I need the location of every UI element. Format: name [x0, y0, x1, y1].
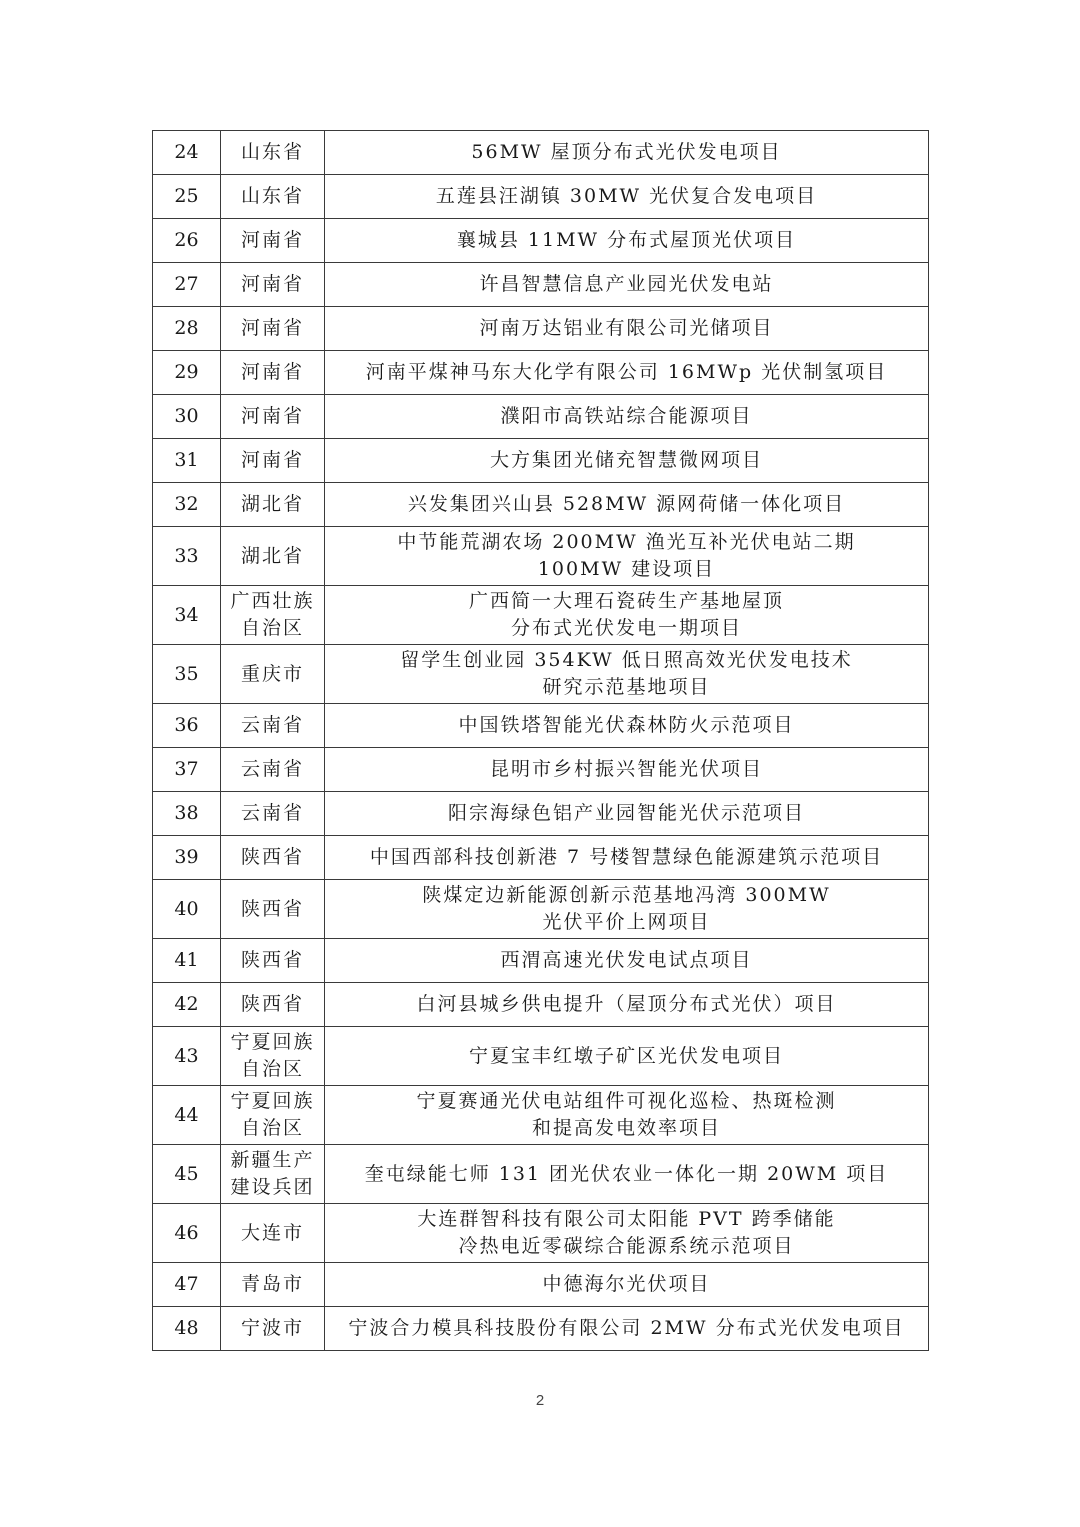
province-cell	[221, 586, 325, 645]
project-name-text: 许昌智慧信息产业园光伏发电站	[479, 273, 774, 295]
province-text: 河南省	[240, 405, 304, 427]
project-name-cell	[325, 1204, 929, 1263]
table-row	[153, 175, 929, 219]
project-name-text: 宁夏赛通光伏电站组件可视化巡检、热斑检测	[416, 1090, 837, 1112]
province-text: 陕西省	[240, 846, 304, 868]
row-number-cell: 46	[153, 1204, 221, 1263]
project-name-text: 河南平煤神马东大化学有限公司 16MWp 光伏制氢项目	[365, 361, 888, 383]
project-name-text: 中节能荒湖农场 200MW 渔光互补光伏电站二期	[397, 531, 856, 553]
table-row	[153, 351, 929, 395]
province-text: 广西壮族	[230, 590, 315, 612]
project-name-text: 100MW 建设项目	[537, 558, 716, 580]
project-name-cell	[325, 483, 929, 527]
province-text: 自治区	[240, 1058, 304, 1080]
province-text: 大连市	[240, 1221, 304, 1244]
row-number-cell: 42	[153, 983, 221, 1027]
row-number-cell: 34	[153, 586, 221, 645]
project-name-text: 留学生创业园 354KW 低日照高效光伏发电技术	[400, 649, 853, 671]
table-row	[153, 1263, 929, 1307]
project-name-cell	[325, 880, 929, 939]
province-text: 青岛市	[240, 1273, 304, 1295]
project-name-cell	[325, 219, 929, 263]
province-cell	[221, 983, 325, 1027]
table-row	[153, 586, 929, 645]
province-cell	[221, 351, 325, 395]
project-name-cell	[325, 527, 929, 586]
project-name-cell	[325, 939, 929, 983]
table-row	[153, 748, 929, 792]
project-name-cell	[325, 1086, 929, 1145]
province-cell	[221, 1027, 325, 1086]
province-cell	[221, 439, 325, 483]
table-row	[153, 131, 929, 175]
row-number-cell: 35	[153, 645, 221, 704]
project-name-cell	[325, 1145, 929, 1204]
table-row	[153, 439, 929, 483]
project-name-cell	[325, 439, 929, 483]
province-text: 陕西省	[240, 897, 304, 920]
row-number-cell: 43	[153, 1027, 221, 1086]
province-text: 山东省	[240, 141, 304, 163]
table-row	[153, 836, 929, 880]
province-text: 云南省	[240, 758, 304, 780]
row-number-cell: 30	[153, 395, 221, 439]
project-name-text: 西渭高速光伏发电试点项目	[500, 949, 753, 971]
province-cell	[221, 131, 325, 175]
project-name-cell	[325, 1027, 929, 1086]
project-name-text: 光伏平价上网项目	[542, 911, 711, 933]
province-text: 河南省	[240, 317, 304, 339]
project-name-text: 中国西部科技创新港 7 号楼智慧绿色能源建筑示范项目	[369, 846, 884, 868]
province-text: 陕西省	[240, 993, 304, 1015]
table-row	[153, 983, 929, 1027]
province-cell	[221, 527, 325, 586]
row-number-cell: 24	[153, 131, 221, 175]
province-cell	[221, 395, 325, 439]
project-name-text: 大方集团光储充智慧微网项目	[489, 449, 763, 471]
province-text: 宁波市	[240, 1317, 304, 1339]
project-name-text: 和提高发电效率项目	[531, 1117, 721, 1139]
row-number-cell: 27	[153, 263, 221, 307]
province-cell	[221, 880, 325, 939]
row-number-cell: 32	[153, 483, 221, 527]
province-text: 河南省	[240, 273, 304, 295]
project-name-text: 襄城县 11MW 分布式屋顶光伏项目	[456, 229, 797, 251]
project-table-body	[153, 131, 929, 1351]
province-cell	[221, 483, 325, 527]
province-cell	[221, 748, 325, 792]
project-name-text: 奎屯绿能七师 131 团光伏农业一体化一期 20WM 项目	[364, 1162, 889, 1185]
province-cell	[221, 1263, 325, 1307]
project-name-cell	[325, 175, 929, 219]
row-number-cell: 26	[153, 219, 221, 263]
row-number-cell: 40	[153, 880, 221, 939]
project-name-cell	[325, 586, 929, 645]
province-cell	[221, 1086, 325, 1145]
project-name-cell	[325, 1263, 929, 1307]
province-text: 宁夏回族	[230, 1031, 315, 1053]
project-name-cell	[325, 351, 929, 395]
project-name-text: 大连群智科技有限公司太阳能 PVT 跨季储能	[417, 1208, 836, 1230]
project-name-text: 白河县城乡供电提升（屋顶分布式光伏）项目	[416, 993, 837, 1015]
province-cell	[221, 1145, 325, 1204]
project-name-text: 阳宗海绿色铝产业园智能光伏示范项目	[447, 802, 805, 824]
row-number-cell: 25	[153, 175, 221, 219]
province-text: 河南省	[240, 229, 304, 251]
province-text: 河南省	[240, 449, 304, 471]
project-name-text: 昆明市乡村振兴智能光伏项目	[489, 758, 763, 780]
project-name-cell	[325, 1307, 929, 1351]
row-number-cell: 33	[153, 527, 221, 586]
project-name-text: 分布式光伏发电一期项目	[510, 617, 742, 639]
table-row	[153, 704, 929, 748]
table-row	[153, 1307, 929, 1351]
province-cell	[221, 307, 325, 351]
project-table	[152, 130, 929, 1351]
project-name-text: 宁波合力模具科技股份有限公司 2MW 分布式光伏发电项目	[348, 1317, 905, 1339]
province-cell	[221, 219, 325, 263]
project-name-text: 河南万达铝业有限公司光储项目	[479, 317, 774, 339]
row-number-cell: 44	[153, 1086, 221, 1145]
province-text: 河南省	[240, 361, 304, 383]
table-row	[153, 645, 929, 704]
row-number-cell: 39	[153, 836, 221, 880]
province-cell	[221, 792, 325, 836]
table-row	[153, 483, 929, 527]
province-cell	[221, 263, 325, 307]
project-name-cell	[325, 983, 929, 1027]
province-text: 云南省	[240, 714, 304, 736]
project-name-cell	[325, 748, 929, 792]
project-name-cell	[325, 131, 929, 175]
province-text: 湖北省	[240, 493, 304, 515]
project-name-text: 五莲县汪湖镇 30MW 光伏复合发电项目	[435, 185, 818, 207]
province-text: 湖北省	[240, 544, 304, 567]
province-cell	[221, 1204, 325, 1263]
table-row	[153, 395, 929, 439]
project-name-text: 冷热电近零碳综合能源系统示范项目	[458, 1235, 795, 1257]
province-text: 云南省	[240, 802, 304, 824]
province-cell	[221, 645, 325, 704]
project-name-cell	[325, 704, 929, 748]
row-number-cell: 45	[153, 1145, 221, 1204]
table-row	[153, 263, 929, 307]
project-name-text: 56MW 屋顶分布式光伏发电项目	[471, 141, 782, 163]
table-row	[153, 1086, 929, 1145]
table-row	[153, 1145, 929, 1204]
province-text: 自治区	[240, 1117, 304, 1139]
project-name-cell	[325, 792, 929, 836]
table-row	[153, 527, 929, 586]
project-name-text: 宁夏宝丰红墩子矿区光伏发电项目	[468, 1044, 784, 1067]
table-row	[153, 307, 929, 351]
province-text: 山东省	[240, 185, 304, 207]
project-name-text: 研究示范基地项目	[542, 676, 711, 698]
project-name-text: 兴发集团兴山县 528MW 源网荷储一体化项目	[407, 493, 846, 515]
project-name-cell	[325, 263, 929, 307]
project-name-text: 中国铁塔智能光伏森林防火示范项目	[458, 714, 795, 736]
row-number-cell: 31	[153, 439, 221, 483]
province-text: 自治区	[240, 617, 304, 639]
row-number-cell: 29	[153, 351, 221, 395]
province-text: 新疆生产	[230, 1149, 315, 1171]
row-number-cell: 47	[153, 1263, 221, 1307]
row-number-cell: 37	[153, 748, 221, 792]
table-row	[153, 1204, 929, 1263]
table-row	[153, 219, 929, 263]
province-text: 建设兵团	[230, 1176, 315, 1198]
province-cell	[221, 836, 325, 880]
table-row	[153, 1027, 929, 1086]
province-cell	[221, 704, 325, 748]
province-text: 宁夏回族	[230, 1090, 315, 1112]
project-name-cell	[325, 307, 929, 351]
table-row	[153, 939, 929, 983]
province-text: 重庆市	[240, 662, 304, 685]
project-name-cell	[325, 645, 929, 704]
project-name-text: 中德海尔光伏项目	[542, 1273, 711, 1295]
row-number-cell: 38	[153, 792, 221, 836]
project-name-cell	[325, 395, 929, 439]
table-row	[153, 880, 929, 939]
province-text: 陕西省	[240, 949, 304, 971]
project-name-cell	[325, 836, 929, 880]
page-number: 2	[535, 1392, 545, 1409]
row-number-cell: 28	[153, 307, 221, 351]
project-name-text: 濮阳市高铁站综合能源项目	[500, 405, 753, 427]
row-number-cell: 36	[153, 704, 221, 748]
row-number-cell: 48	[153, 1307, 221, 1351]
province-cell	[221, 175, 325, 219]
project-name-text: 广西简一大理石瓷砖生产基地屋顶	[468, 590, 784, 612]
row-number-cell: 41	[153, 939, 221, 983]
province-cell	[221, 1307, 325, 1351]
table-row	[153, 792, 929, 836]
project-name-text: 陕煤定边新能源创新示范基地冯湾 300MW	[422, 884, 831, 906]
province-cell	[221, 939, 325, 983]
